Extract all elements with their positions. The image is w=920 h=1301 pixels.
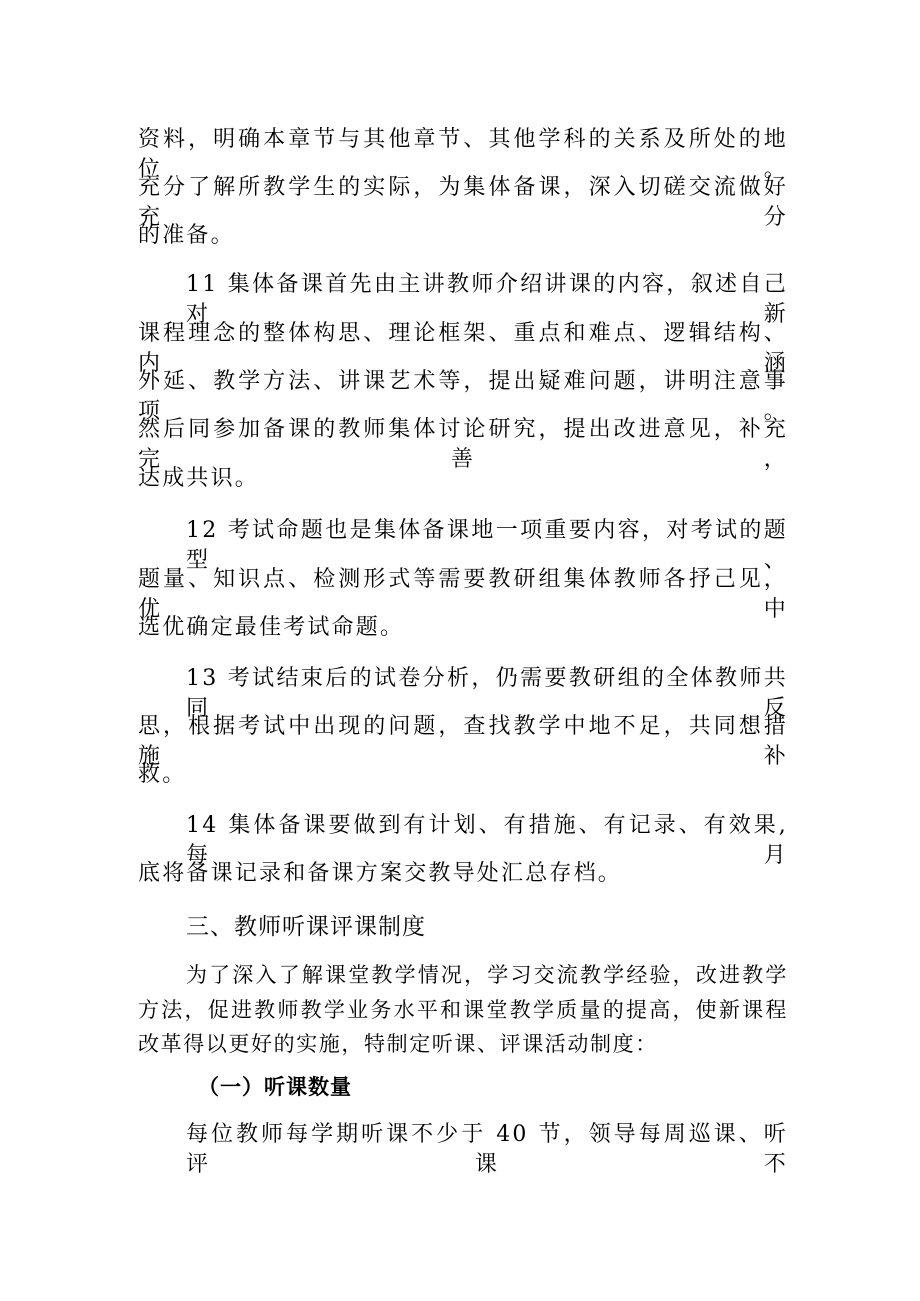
section-heading: 三、教师听课评课制度 [186, 914, 426, 940]
paragraph-line: 选优确定最佳考试命题。 [138, 615, 405, 640]
paragraph-line: 外延、教学方法、讲课艺术等，提出疑难问题，讲明注意事项。 [138, 369, 788, 424]
paragraph-line: 然后同参加备课的教师集体讨论研究，提出改进意见，补充完善， [138, 417, 788, 472]
paragraph-line: 12 考试命题也是集体备课地一项重要内容，对考试的题型、 [186, 518, 788, 573]
paragraph-line: 13 考试结束后的试卷分析，仍需要教研组的全体教师共同反 [186, 666, 788, 721]
paragraph-line: 每位教师每学期听课不少于 40 节，领导每周巡课、听评课不 [186, 1122, 788, 1177]
subsection-heading: （一）听课数量 [198, 1075, 352, 1099]
paragraph-line: 方法，促进教师教学业务水平和课堂教学质量的提高，使新课程 [138, 998, 788, 1022]
paragraph-line: 思，根据考试中出现的问题，查找教学中地不足，共同想措施补 [138, 714, 788, 769]
paragraph-line: 救。 [138, 762, 187, 787]
paragraph-line: 改革得以更好的实施，特制定听课、评课活动制度： [138, 1032, 658, 1056]
paragraph-line: 达成共识。 [138, 466, 260, 491]
paragraph-line: 充分了解所教学生的实际，为集体备课，深入切磋交流做好充分 [138, 175, 788, 230]
paragraph-line: 题量、知识点、检测形式等需要教研组集体教师各抒己见，优中 [138, 567, 788, 622]
paragraph-line: 课程理念的整体构思、理论框架、重点和难点、逻辑结构、内涵 [138, 321, 788, 376]
paragraph-line: 11 集体备课首先由主讲教师介绍讲课的内容，叙述自己对新 [186, 272, 788, 327]
paragraph-line: 底将备课记录和备课方案交教导处汇总存档。 [138, 861, 623, 886]
paragraph-line: 为了深入了解课堂教学情况，学习交流教学经验，改进教学 [186, 963, 788, 987]
paragraph-line: 的准备。 [138, 223, 235, 248]
paragraph-line: 资料，明确本章节与其他章节、其他学科的关系及所处的地位。 [138, 127, 788, 182]
paragraph-line: 14 集体备课要做到有计划、有措施、有记录、有效果,每月 [186, 813, 788, 868]
